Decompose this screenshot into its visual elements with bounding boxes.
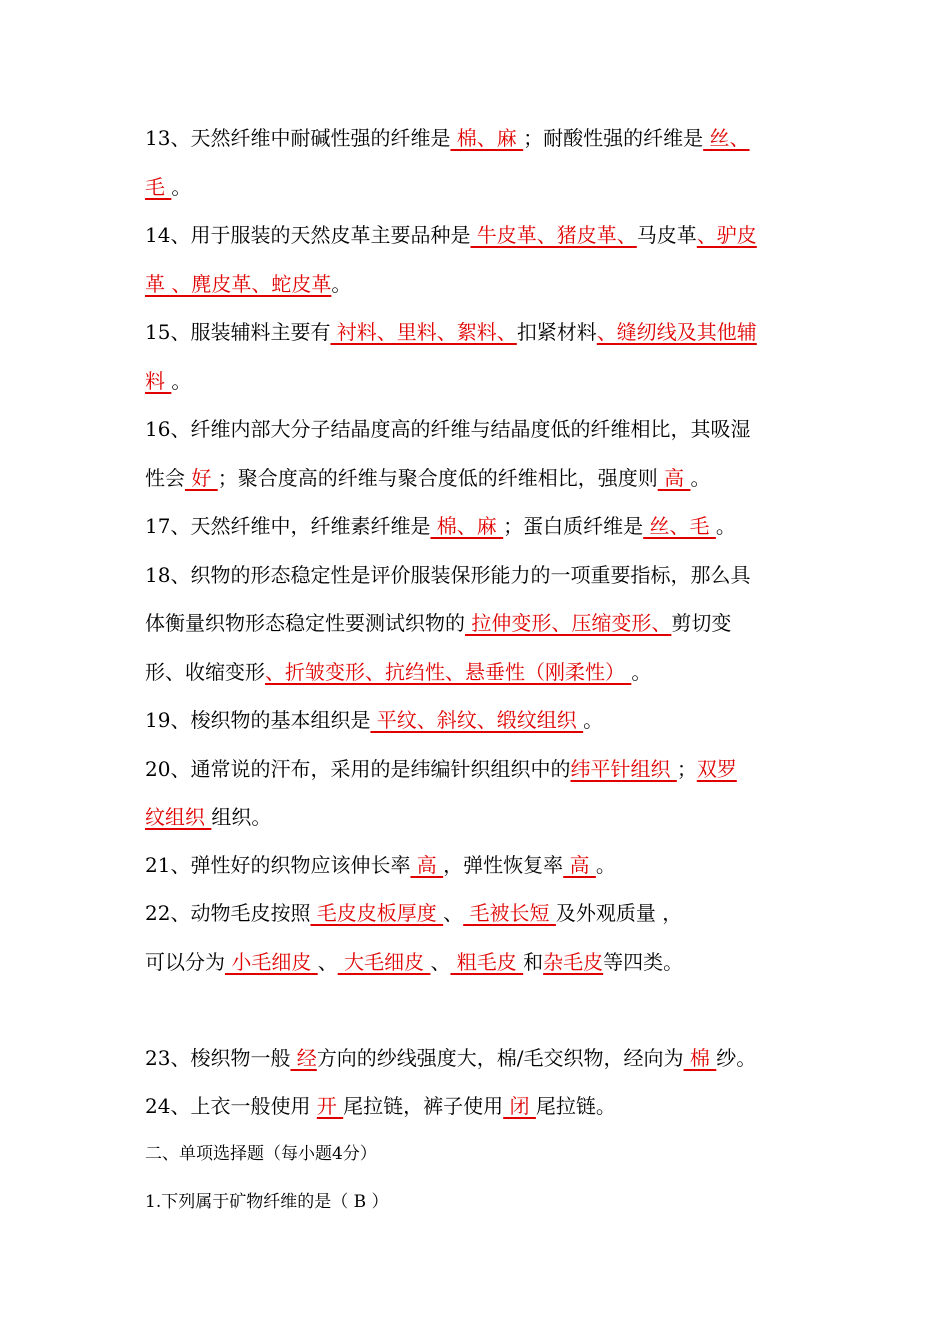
answer-17b: 丝、毛 <box>643 514 716 538</box>
answer-20b-cont: 纹组织 <box>145 805 212 829</box>
punctuation: 。 <box>171 175 192 199</box>
question-14-text-2: 马皮革 <box>636 223 697 247</box>
answer-15b-cont: 料 <box>145 369 172 393</box>
answer-13b: 丝、 <box>703 126 750 150</box>
answer-15a: 衬料、里料、絮料、 <box>330 320 517 344</box>
answer-15b: 、缝纫线及其他辅 <box>596 320 757 344</box>
answer-23b: 棉 <box>683 1046 717 1070</box>
question-22-text-4: 和 <box>523 950 544 974</box>
answer-22c: 小毛细皮 <box>225 950 318 974</box>
answer-14a: 牛皮革、猪皮革、 <box>470 223 637 247</box>
answer-22e: 粗毛皮 <box>450 950 524 974</box>
punctuation: 、 <box>317 950 338 974</box>
question-22-text-5: 等四类。 <box>603 950 684 974</box>
punctuation: 。 <box>631 660 652 684</box>
punctuation: 。 <box>331 272 352 296</box>
question-15-text: 15、服装辅料主要有 <box>145 320 331 344</box>
answer-24b: 闭 <box>503 1094 536 1118</box>
question-22-line-1 <box>145 899 682 927</box>
answer-17a: 棉、麻 <box>430 514 504 538</box>
question-14-line-1 <box>145 221 757 249</box>
question-18-text-3: 剪切变 <box>671 611 732 635</box>
answer-24a: 开 <box>316 1094 344 1118</box>
question-16-text-2: 性会 <box>145 466 185 490</box>
punctuation: 。 <box>171 369 192 393</box>
question-23-text-3: 纱。 <box>716 1046 757 1070</box>
question-13-line-1 <box>145 124 750 152</box>
punctuation: 。 <box>715 514 736 538</box>
question-17-text-2: ；蛋白质纤维是 <box>503 514 644 538</box>
punctuation: 。 <box>690 466 711 490</box>
answer-19: 平纹、斜纹、缎纹组织 <box>370 708 584 732</box>
answer-22f: 杂毛皮 <box>543 950 604 974</box>
question-23-text-2: 方向的纱线强度大，棉/毛交织物，经向为 <box>316 1046 684 1070</box>
punctuation: 、 <box>443 901 464 925</box>
section-2-title <box>145 1140 377 1168</box>
answer-22a: 毛皮皮板厚度 <box>310 901 444 925</box>
question-22-text-3: 可以分为 <box>145 950 225 974</box>
question-15-line-2 <box>145 367 191 395</box>
answer-13b-cont: 毛 <box>145 175 172 199</box>
question-18-text-4: 形、收缩变形 <box>145 660 265 684</box>
mc-question-text: 1.下列属于矿物纤维的是（ B ） <box>145 1192 389 1212</box>
question-17-text: 17、天然纤维中，纤维素纤维是 <box>145 514 431 538</box>
question-18-text: 18、织物的形态稳定性是评价服装保形能力的一项重要指标，那么具 <box>145 563 751 587</box>
question-24-text: 24、上衣一般使用 <box>145 1094 317 1118</box>
question-13-line-2 <box>145 173 191 201</box>
question-15-text-2: 扣紧材料 <box>516 320 597 344</box>
question-20-line-1 <box>145 755 737 783</box>
question-19-text: 19、梭织物的基本组织是 <box>145 708 371 732</box>
answer-18b: 、折皱变形、抗绉性、悬垂性（刚柔性） <box>265 660 632 684</box>
question-19 <box>145 706 603 734</box>
question-18-line-1 <box>145 561 750 589</box>
question-20-text-2: 组织。 <box>211 805 272 829</box>
question-18-line-2 <box>145 609 731 637</box>
answer-13a: 棉、麻 <box>450 126 524 150</box>
question-13-text: 13、天然纤维中耐碱性强的纤维是 <box>145 126 451 150</box>
answer-22b: 毛被长短 <box>463 901 556 925</box>
question-23-text: 23、梭织物一般 <box>145 1046 291 1070</box>
question-22-line-2 <box>145 948 683 976</box>
question-17 <box>145 512 736 540</box>
question-21-text-2: ，弹性恢复率 <box>443 853 564 877</box>
punctuation: 。 <box>595 853 616 877</box>
question-16-line-2 <box>145 464 710 492</box>
question-23 <box>145 1044 756 1072</box>
answer-14b-cont: 革 、麂皮革、蛇皮革 <box>145 272 332 296</box>
question-16-line-1 <box>145 415 750 443</box>
answer-14b: 、驴皮 <box>696 223 757 247</box>
question-24-text-3: 尾拉链。 <box>535 1094 616 1118</box>
answer-21b: 高 <box>563 853 596 877</box>
answer-21a: 高 <box>410 853 444 877</box>
answer-16b: 高 <box>657 466 691 490</box>
question-16-text-3: ；聚合度高的纤维与聚合度低的纤维相比，强度则 <box>217 466 658 490</box>
question-18-text-2: 体衡量织物形态稳定性要测试织物的 <box>145 611 465 635</box>
question-13-text-2: ；耐酸性强的纤维是 <box>523 126 704 150</box>
question-14-text: 14、用于服装的天然皮革主要品种是 <box>145 223 471 247</box>
question-16-text: 16、纤维内部大分子结晶度高的纤维与结晶度低的纤维相比，其吸湿 <box>145 417 751 441</box>
answer-23a: 经 <box>290 1046 317 1070</box>
question-24 <box>145 1092 616 1120</box>
question-14-line-2 <box>145 270 351 298</box>
question-24-text-2: 尾拉链，裤子使用 <box>343 1094 504 1118</box>
answer-18a: 拉伸变形、压缩变形、 <box>465 611 672 635</box>
punctuation: ； <box>676 757 697 781</box>
multiple-choice-1 <box>145 1188 389 1216</box>
section-title-text: 二、单项选择题（每小题4分） <box>145 1144 377 1164</box>
punctuation: 、 <box>430 950 451 974</box>
question-15-line-1 <box>145 318 757 346</box>
answer-16a: 好 <box>185 466 218 490</box>
question-21 <box>145 851 616 879</box>
question-20-text: 20、通常说的汗布，采用的是纬编针织组织中的 <box>145 757 571 781</box>
punctuation: 。 <box>583 708 604 732</box>
question-22-text-2: 及外观质量 ， <box>555 901 683 925</box>
question-21-text: 21、弹性好的织物应该伸长率 <box>145 853 411 877</box>
question-18-line-3 <box>145 658 651 686</box>
question-22-text: 22、动物毛皮按照 <box>145 901 311 925</box>
answer-20a: 纬平针组织 <box>570 757 677 781</box>
question-20-line-2 <box>145 803 271 831</box>
answer-22d: 大毛细皮 <box>337 950 431 974</box>
answer-20b: 双罗 <box>696 757 737 781</box>
